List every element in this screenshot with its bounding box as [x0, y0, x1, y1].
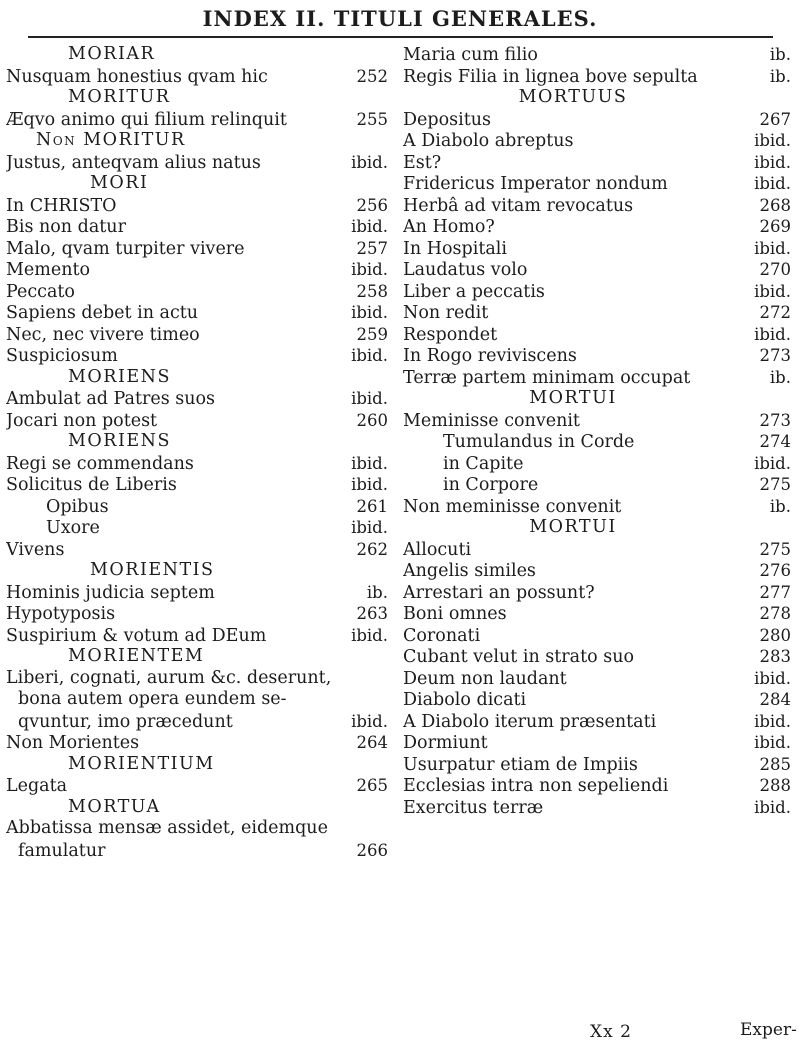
- index-entry: [403, 668, 791, 690]
- index-entry: [403, 324, 791, 346]
- page-reference: 273: [759, 410, 791, 430]
- entry-text: Exercitus terræ: [403, 797, 544, 818]
- entry-text: A Diabolo iterum præsentati: [403, 711, 657, 732]
- page-reference: ibid.: [351, 625, 388, 645]
- entry-text: Legata: [6, 776, 68, 796]
- entry-text: Respondet: [403, 324, 498, 345]
- page-reference: ib.: [769, 45, 791, 64]
- entry-text: Liberi, cognati, aurum &c. deserunt,: [6, 667, 332, 688]
- index-heading: [6, 367, 388, 389]
- index-subentry: [6, 496, 388, 518]
- entry-text: Arrestari an possunt?: [403, 582, 595, 603]
- page-reference: 273: [759, 346, 791, 365]
- page-reference: 280: [759, 625, 791, 645]
- page-reference: ibid.: [754, 174, 791, 193]
- catchword: Exper-: [740, 1020, 797, 1040]
- index-entry: [403, 345, 791, 367]
- index-subentry: [403, 474, 791, 496]
- index-heading: [6, 87, 388, 109]
- entry-text: Fridericus Imperator nondum: [403, 174, 668, 194]
- index-entry: [403, 216, 791, 238]
- entry-text: Dormiunt: [403, 733, 488, 753]
- index-entry: [6, 195, 388, 217]
- page-reference: 259: [356, 324, 388, 344]
- index-entry: [403, 66, 791, 88]
- index-heading: [6, 130, 388, 152]
- index-entry-continuation: [6, 840, 388, 862]
- index-entry: [403, 130, 791, 152]
- index-entry: [6, 259, 388, 281]
- entry-text: MORIENTEM: [68, 646, 205, 666]
- entry-text: MORTUUS: [518, 87, 628, 107]
- index-entry: [6, 603, 388, 625]
- entry-text: famulatur: [18, 840, 106, 861]
- index-heading: [6, 431, 388, 453]
- index-entry: [403, 732, 791, 754]
- index-entry: [6, 775, 388, 797]
- index-entry: [403, 689, 791, 711]
- index-entry: [6, 238, 388, 260]
- entry-text: Uxore: [46, 518, 100, 538]
- index-entry: [6, 453, 388, 475]
- page-reference: ibid.: [754, 281, 791, 301]
- entry-text: Herbâ ad vitam revocatus: [403, 195, 634, 216]
- page-reference: 257: [356, 238, 388, 258]
- entry-text: qvuntur, imo præcedunt: [18, 711, 233, 732]
- index-entry: [403, 797, 791, 819]
- index-entry: [403, 195, 791, 217]
- page-reference: 261: [356, 496, 388, 516]
- entry-text: Suspirium & votum ad DEum: [6, 625, 267, 646]
- page-reference: 255: [356, 109, 388, 129]
- page-reference: 268: [759, 195, 791, 215]
- entry-text: Hypotyposis: [6, 604, 116, 624]
- index-heading: [6, 646, 388, 668]
- index-entry-continuation: [6, 689, 388, 711]
- entry-text: Regi se commendans: [6, 453, 194, 474]
- page-reference: 266: [356, 840, 388, 860]
- index-entry: [6, 302, 388, 324]
- index-heading: [6, 754, 388, 776]
- entry-text: In Hospitali: [403, 238, 507, 259]
- entry-text: Regis Filia in lignea bove sepulta: [403, 66, 698, 87]
- page-reference: ibid.: [351, 711, 388, 731]
- page-reference: ibid.: [351, 152, 388, 172]
- index-entry: [403, 539, 791, 561]
- entry-text: Nec, nec vivere timeo: [6, 324, 200, 345]
- page-reference: ibid.: [754, 324, 791, 344]
- page-reference: 263: [356, 604, 388, 623]
- header-rule: [28, 36, 773, 38]
- index-entry: [6, 388, 388, 410]
- index-entry: [403, 259, 791, 281]
- index-entry: [403, 603, 791, 625]
- entry-text: Non meminisse convenit: [403, 496, 622, 517]
- page-reference: 274: [759, 432, 791, 451]
- page-reference: ib.: [769, 66, 791, 86]
- page-reference: ibid.: [351, 260, 388, 279]
- entry-text: Laudatus volo: [403, 260, 528, 280]
- index-entry: [6, 216, 388, 238]
- entry-text: MORIENTIUM: [68, 753, 215, 774]
- page-reference: ibid.: [351, 475, 388, 494]
- index-entry: [6, 345, 388, 367]
- page-reference: 267: [759, 109, 791, 129]
- index-entry: [403, 775, 791, 797]
- page-reference: 262: [356, 539, 388, 559]
- index-entry: [403, 646, 791, 668]
- index-entry: [403, 496, 791, 518]
- entry-text: Usurpatur etiam de Impiis: [403, 754, 638, 775]
- page-reference: ibid.: [754, 238, 791, 258]
- entry-text: Jocari non potest: [6, 410, 158, 431]
- page-reference: 278: [759, 604, 791, 623]
- left-column: [6, 44, 388, 861]
- entry-text: Liber a peccatis: [403, 281, 545, 302]
- page-reference: 272: [759, 303, 791, 322]
- entry-text: in Corpore: [443, 475, 539, 495]
- entry-text: MORIAR: [68, 44, 156, 64]
- page-reference: 277: [759, 582, 791, 602]
- page-reference: 270: [759, 260, 791, 279]
- entry-text: MORTUA: [68, 796, 161, 817]
- entry-text: Vivens: [6, 539, 65, 560]
- index-heading: [6, 560, 388, 582]
- index-subentry: [6, 517, 388, 539]
- page-reference: ibid.: [754, 797, 791, 817]
- page-reference: 275: [759, 539, 791, 559]
- index-heading: [6, 44, 388, 66]
- page-reference: 285: [759, 754, 791, 774]
- entry-text: In CHRISTO: [6, 195, 117, 216]
- page-reference: ibid.: [351, 217, 388, 236]
- index-entry: [403, 625, 791, 647]
- entry-text: Non Morientes: [6, 733, 140, 753]
- index-entry: [403, 44, 791, 66]
- entry-text: MORITUR: [68, 87, 171, 107]
- index-entry: [6, 474, 388, 496]
- index-entry: [403, 281, 791, 303]
- index-entry: [6, 625, 388, 647]
- index-subentry: [403, 453, 791, 475]
- page-reference: 256: [356, 195, 388, 215]
- index-entry: [403, 560, 791, 582]
- page-reference: ibid.: [754, 152, 791, 172]
- page-reference: ibid.: [351, 303, 388, 322]
- entry-text: Sapiens debet in actu: [6, 303, 199, 323]
- entry-text: Hominis judicia septem: [6, 582, 215, 603]
- page-reference: 260: [356, 410, 388, 430]
- page-reference: 252: [356, 66, 388, 86]
- index-entry: [6, 324, 388, 346]
- right-column: [403, 44, 791, 818]
- entry-text: Meminisse convenit: [403, 410, 580, 431]
- entry-text: MORIENS: [68, 431, 171, 451]
- index-heading: [403, 388, 791, 410]
- entry-text: Suspiciosum: [6, 346, 118, 366]
- index-entry: [403, 109, 791, 131]
- entry-text: Malo, qvam turpiter vivere: [6, 238, 245, 259]
- entry-text: Tumulandus in Corde: [443, 432, 635, 452]
- index-entry: [6, 582, 388, 604]
- index-entry-continuation: [6, 711, 388, 733]
- index-entry: [6, 668, 388, 690]
- entry-text: Æqvo animo qui filium relinquit: [6, 109, 287, 130]
- page-reference: ibid.: [754, 733, 791, 752]
- page-reference: ibid.: [351, 453, 388, 473]
- entry-text: MORI: [90, 173, 149, 193]
- entry-text: Est?: [403, 152, 442, 173]
- entry-text: MORIENTIS: [90, 560, 215, 580]
- entry-text: Ecclesias intra non sepeliendi: [403, 776, 669, 796]
- entry-text: Abbatissa mensæ assidet, eidemque: [6, 818, 328, 838]
- page-reference: 275: [759, 475, 791, 494]
- entry-text: Justus, anteqvam alius natus: [6, 152, 261, 173]
- entry-text: MORTUI: [529, 517, 617, 537]
- page-reference: 276: [759, 561, 791, 580]
- page-reference: ib.: [366, 582, 388, 602]
- entry-text: MORIENS: [68, 366, 171, 387]
- signature-mark: Xx 2: [590, 1022, 632, 1042]
- entry-text: Opibus: [46, 496, 109, 517]
- index-entry: [403, 754, 791, 776]
- entry-text: Non MORITUR: [36, 130, 186, 150]
- index-heading: [6, 173, 388, 195]
- index-subentry: [403, 431, 791, 453]
- index-entry: [403, 367, 791, 389]
- index-entry: [403, 302, 791, 324]
- page-reference: 264: [356, 733, 388, 752]
- page-reference: 269: [759, 217, 791, 236]
- index-entry: [6, 539, 388, 561]
- entry-text: Solicitus de Liberis: [6, 475, 177, 495]
- page-reference: ibid.: [351, 346, 388, 365]
- index-heading: [403, 517, 791, 539]
- page-reference: 288: [759, 776, 791, 795]
- page-reference: 284: [759, 690, 791, 709]
- index-entry: [6, 818, 388, 840]
- entry-text: Peccato: [6, 281, 75, 302]
- page-reference: ib.: [769, 367, 791, 387]
- index-entry: [403, 173, 791, 195]
- entry-text: An Homo?: [403, 217, 495, 237]
- page-reference: ibid.: [754, 131, 791, 150]
- entry-text: A Diabolo abreptus: [403, 131, 574, 151]
- page-reference: 283: [759, 647, 791, 666]
- entry-text: Terræ partem minimam occupat: [403, 367, 691, 388]
- index-entry: [6, 410, 388, 432]
- entry-text: Boni omnes: [403, 604, 507, 624]
- index-entry: [6, 66, 388, 88]
- index-heading: [403, 87, 791, 109]
- entry-text: in Capite: [443, 453, 524, 474]
- entry-text: Deum non laudant: [403, 668, 567, 689]
- entry-text: Coronati: [403, 625, 481, 646]
- running-head: INDEX II. TITULI GENERALES.: [202, 6, 598, 31]
- entry-text: Cubant velut in strato suo: [403, 647, 635, 667]
- entry-text: MORTUI: [529, 388, 617, 408]
- entry-text: Memento: [6, 260, 91, 280]
- page-reference: 265: [356, 776, 388, 795]
- index-entry: [403, 582, 791, 604]
- entry-text: Ambulat ad Patres suos: [6, 389, 216, 409]
- entry-text: In Rogo reviviscens: [403, 346, 577, 366]
- page-reference: ibid.: [351, 518, 388, 537]
- entry-text: Diabolo dicati: [403, 690, 527, 710]
- page-reference: ibid.: [351, 389, 388, 408]
- index-entry: [6, 732, 388, 754]
- index-entry: [403, 711, 791, 733]
- index-heading: [6, 797, 388, 819]
- entry-text: Nusquam honestius qvam hic: [6, 66, 268, 87]
- page-reference: ib.: [769, 496, 791, 516]
- page-reference: ibid.: [754, 711, 791, 731]
- index-entry: [6, 109, 388, 131]
- entry-text: bona autem opera eundem se-: [18, 689, 287, 709]
- page-reference: 258: [356, 281, 388, 301]
- entry-text: Non redit: [403, 303, 489, 323]
- entry-text: Angelis similes: [403, 561, 536, 581]
- page-reference: ibid.: [754, 453, 791, 473]
- entry-text: Bis non datur: [6, 217, 126, 237]
- index-entry: [403, 238, 791, 260]
- entry-text: Depositus: [403, 109, 491, 130]
- index-entry: [6, 152, 388, 174]
- index-entry: [403, 152, 791, 174]
- entry-text: Maria cum filio: [403, 45, 538, 65]
- entry-text: Allocuti: [403, 539, 472, 560]
- index-entry: [403, 410, 791, 432]
- index-entry: [6, 281, 388, 303]
- page-reference: ibid.: [754, 668, 791, 688]
